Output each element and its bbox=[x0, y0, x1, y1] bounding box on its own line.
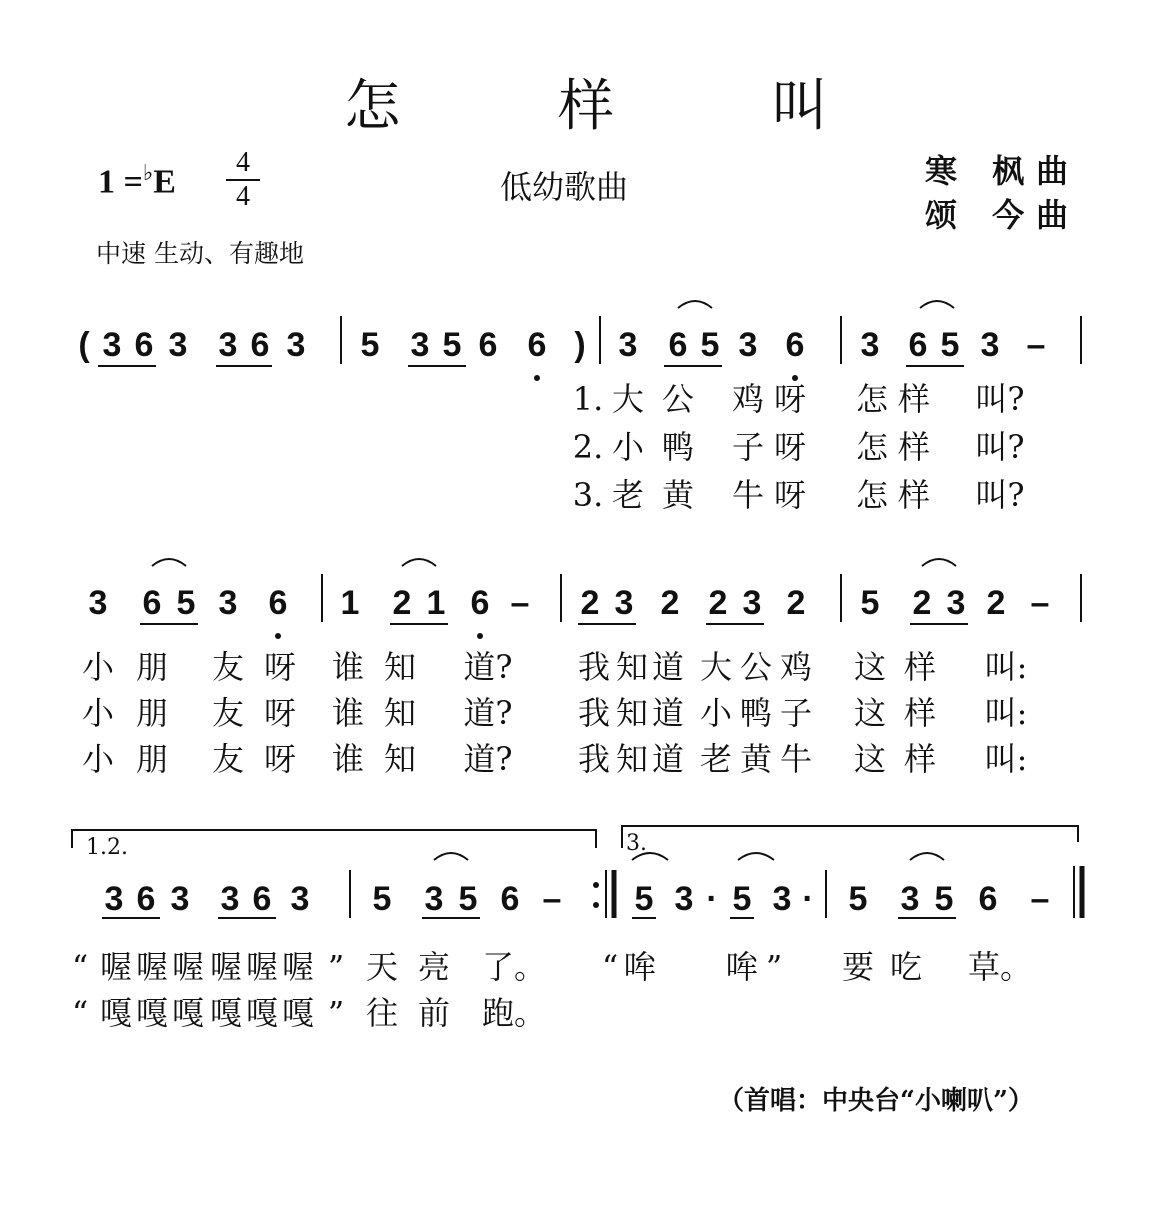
jianpu-note: · bbox=[802, 880, 814, 918]
jianpu-note: 3 bbox=[674, 880, 694, 918]
key-prefix: 1 = bbox=[98, 163, 143, 201]
lyric-char: 小 bbox=[699, 694, 733, 732]
lyric-char: 知 bbox=[383, 740, 417, 778]
lyric-char: 样 bbox=[903, 648, 937, 686]
lyric-char: 公 bbox=[739, 648, 773, 686]
lyric-char: 朋 bbox=[135, 648, 169, 686]
jianpu-note: 2 bbox=[912, 584, 932, 622]
lyric-char: “ bbox=[601, 948, 619, 986]
key-note: E bbox=[153, 163, 176, 201]
jianpu-note: 3 bbox=[168, 326, 188, 364]
lyric-char: 要 bbox=[841, 948, 875, 986]
lyric-char: 往 bbox=[365, 994, 399, 1032]
lyric-char: 黄 bbox=[739, 740, 773, 778]
lyric-char: 公 bbox=[661, 380, 695, 418]
slur bbox=[152, 559, 186, 566]
repeat-dot bbox=[593, 882, 599, 888]
lyric-char: 谁 bbox=[331, 694, 365, 732]
lyric-char: 我 bbox=[577, 740, 611, 778]
lyric-char: 叫: bbox=[984, 648, 1028, 686]
lyric-char: 喔 bbox=[281, 948, 315, 986]
lyric-char: 老 bbox=[699, 740, 733, 778]
lyric-char: 嘎 bbox=[99, 994, 133, 1032]
jianpu-note: 5 bbox=[934, 880, 954, 918]
jianpu-note: 5 bbox=[634, 880, 654, 918]
lyric-char: ” bbox=[327, 948, 345, 986]
lyric-char: 跑。 bbox=[481, 994, 547, 1032]
lyric-char: 哞 bbox=[623, 948, 657, 986]
lyric-char: 朋 bbox=[135, 694, 169, 732]
jianpu-note: 6 bbox=[978, 880, 998, 918]
jianpu-note: 5 bbox=[458, 880, 478, 918]
low-octave-dot bbox=[477, 633, 483, 639]
lyric-char: 吃 bbox=[889, 948, 923, 986]
lyric-char: 道? bbox=[463, 648, 513, 686]
jianpu-note: 6 bbox=[252, 880, 272, 918]
lyric-char: 黄 bbox=[661, 476, 695, 514]
lyric-char: “ bbox=[71, 994, 89, 1032]
jianpu-note: 6 bbox=[136, 880, 156, 918]
jianpu-note: – bbox=[1026, 326, 1046, 364]
jianpu-note: 1 bbox=[340, 584, 360, 622]
lyric-char: 牛 bbox=[731, 476, 765, 514]
lyric-char: 道 bbox=[651, 648, 685, 686]
jianpu-note: 6 bbox=[142, 584, 162, 622]
jianpu-note: 6 bbox=[908, 326, 928, 364]
lyric-char: 谁 bbox=[331, 740, 365, 778]
low-octave-dot bbox=[275, 633, 281, 639]
slur bbox=[678, 301, 712, 308]
lyric-char: ” bbox=[327, 994, 345, 1032]
slur bbox=[434, 853, 468, 860]
jianpu-note: 5 bbox=[732, 880, 752, 918]
lyric-char: 喔 bbox=[99, 948, 133, 986]
lyric-char: 怎 bbox=[855, 380, 889, 418]
lyric-char: 怎 bbox=[855, 428, 889, 466]
jianpu-note: 2 bbox=[660, 584, 680, 622]
lyric-char: 我 bbox=[577, 648, 611, 686]
jianpu-note: 6 bbox=[500, 880, 520, 918]
lyric-char: 这 bbox=[853, 648, 887, 686]
lyric-char: 喔 bbox=[245, 948, 279, 986]
jianpu-note: 3 bbox=[900, 880, 920, 918]
lyric-char: 喔 bbox=[209, 948, 243, 986]
lyric-char: 叫: bbox=[984, 740, 1028, 778]
jianpu-note: 5 bbox=[360, 326, 380, 364]
song-title: 怎 样 叫 bbox=[344, 74, 898, 139]
lyric-char: 哞 bbox=[725, 948, 759, 986]
jianpu-note: 3 bbox=[88, 584, 108, 622]
lyric-char: 呀 bbox=[263, 648, 297, 686]
lyric-char: 谁 bbox=[331, 648, 365, 686]
lyric-char: 子 bbox=[779, 694, 813, 732]
slur bbox=[402, 559, 436, 566]
lyric-char: 道 bbox=[651, 694, 685, 732]
lyric-char: 叫: bbox=[984, 694, 1028, 732]
jianpu-note: 3 bbox=[738, 326, 758, 364]
lyric-char: 样 bbox=[903, 740, 937, 778]
lyric-char: 小 bbox=[81, 740, 115, 778]
volta-bracket bbox=[622, 826, 1078, 848]
jianpu-note: 3 bbox=[218, 326, 238, 364]
jianpu-note: 3 bbox=[220, 880, 240, 918]
jianpu-note: 5 bbox=[372, 880, 392, 918]
slur bbox=[920, 301, 954, 308]
genre-label: 低幼歌曲 bbox=[500, 168, 629, 206]
lyric-char: 2. bbox=[572, 428, 604, 466]
lyric-char: 牛 bbox=[779, 740, 813, 778]
jianpu-note: 6 bbox=[478, 326, 498, 364]
lyric-char: 3. bbox=[572, 476, 604, 514]
lyric-char: 道 bbox=[651, 740, 685, 778]
lyric-char: 天 bbox=[365, 948, 399, 986]
lyric-char: 呀 bbox=[773, 380, 807, 418]
jianpu-note: 2 bbox=[708, 584, 728, 622]
meter-top: 4 bbox=[236, 147, 250, 178]
composer-credit: 颂 今曲 bbox=[925, 196, 1081, 234]
lyric-char: 怎 bbox=[855, 476, 889, 514]
jianpu-note: 3 bbox=[772, 880, 792, 918]
jianpu-note: 2 bbox=[580, 584, 600, 622]
lyric-char: 呀 bbox=[263, 740, 297, 778]
lyric-char: 友 bbox=[211, 694, 245, 732]
lyric-char: 叫? bbox=[975, 380, 1025, 418]
lyric-char: 这 bbox=[853, 740, 887, 778]
lyric-char: 嘎 bbox=[281, 994, 315, 1032]
lyric-char: 了。 bbox=[481, 948, 547, 986]
lyric-char: 友 bbox=[211, 740, 245, 778]
lyric-char: 朋 bbox=[135, 740, 169, 778]
low-octave-dot bbox=[534, 375, 540, 381]
lyric-char: 道? bbox=[463, 740, 513, 778]
meter-bottom: 4 bbox=[236, 181, 250, 212]
lyric-char: 样 bbox=[897, 476, 931, 514]
lyric-char: 小 bbox=[81, 648, 115, 686]
jianpu-note: 5 bbox=[848, 880, 868, 918]
lyric-char: 呀 bbox=[773, 476, 807, 514]
lyric-char: 样 bbox=[897, 380, 931, 418]
lyric-char: 前 bbox=[417, 994, 451, 1032]
lyric-char: 知 bbox=[615, 694, 649, 732]
lyric-char: ” bbox=[765, 948, 783, 986]
lyric-char: 知 bbox=[383, 694, 417, 732]
jianpu-note: 5 bbox=[700, 326, 720, 364]
jianpu-note: 6 bbox=[668, 326, 688, 364]
jianpu-note: 5 bbox=[442, 326, 462, 364]
jianpu-note: 3 bbox=[410, 326, 430, 364]
lyric-char: 知 bbox=[615, 648, 649, 686]
jianpu-note: ( bbox=[78, 326, 90, 364]
lyric-char: 小 bbox=[81, 694, 115, 732]
jianpu-note: 2 bbox=[986, 584, 1006, 622]
lyric-char: 叫? bbox=[975, 428, 1025, 466]
jianpu-note: 3 bbox=[218, 584, 238, 622]
slur bbox=[738, 853, 774, 860]
jianpu-note: 3 bbox=[290, 880, 310, 918]
jianpu-note: 3 bbox=[170, 880, 190, 918]
jianpu-note: 5 bbox=[176, 584, 196, 622]
jianpu-note: – bbox=[1030, 584, 1050, 622]
jianpu-note: – bbox=[542, 880, 562, 918]
lyric-char: 鸡 bbox=[779, 648, 813, 686]
lyric-char: 这 bbox=[853, 694, 887, 732]
lyric-char: 嘎 bbox=[245, 994, 279, 1032]
jianpu-note: 6 bbox=[785, 326, 805, 364]
jianpu-note: 3 bbox=[104, 880, 124, 918]
lyric-char: “ bbox=[71, 948, 89, 986]
jianpu-note: 1 bbox=[426, 584, 446, 622]
jianpu-note: 3 bbox=[742, 584, 762, 622]
lyric-char: 呀 bbox=[773, 428, 807, 466]
lyric-char: 草。 bbox=[967, 948, 1033, 986]
lyric-char: 鸡 bbox=[731, 380, 765, 418]
slur bbox=[922, 559, 956, 566]
jianpu-note: 3 bbox=[980, 326, 1000, 364]
lyric-char: 1. bbox=[572, 380, 604, 418]
lyric-char: 老 bbox=[611, 476, 645, 514]
jianpu-note: 3 bbox=[618, 326, 638, 364]
volta-bracket bbox=[72, 830, 596, 848]
jianpu-note: – bbox=[1030, 880, 1050, 918]
jianpu-note: – bbox=[510, 584, 530, 622]
tempo-marking: 中速 生动、有趣地 bbox=[96, 239, 304, 268]
jianpu-note: 6 bbox=[527, 326, 547, 364]
jianpu-note: 3 bbox=[946, 584, 966, 622]
jianpu-note: ) bbox=[574, 326, 586, 364]
flat-sign: ♭ bbox=[142, 160, 154, 185]
lyric-char: 喔 bbox=[135, 948, 169, 986]
lyric-char: 鸭 bbox=[661, 428, 695, 466]
volta-label-first: 1.2. bbox=[86, 835, 128, 860]
jianpu-note: 3 bbox=[424, 880, 444, 918]
lyric-char: 小 bbox=[611, 428, 645, 466]
score-text-layer bbox=[72, 326, 1050, 1032]
lyric-char: 道? bbox=[463, 694, 513, 732]
jianpu-note: 3 bbox=[286, 326, 306, 364]
jianpu-note: 3 bbox=[614, 584, 634, 622]
lyric-char: 鸭 bbox=[739, 694, 773, 732]
jianpu-note: 6 bbox=[470, 584, 490, 622]
jianpu-note: 2 bbox=[786, 584, 806, 622]
jianpu-note: 6 bbox=[250, 326, 270, 364]
lyric-char: 样 bbox=[903, 694, 937, 732]
lyric-char: 叫? bbox=[975, 476, 1025, 514]
lyric-char: 子 bbox=[731, 428, 765, 466]
jianpu-note: 5 bbox=[940, 326, 960, 364]
lyric-char: 呀 bbox=[263, 694, 297, 732]
lyric-char: 知 bbox=[383, 648, 417, 686]
lyric-char: 大 bbox=[699, 648, 733, 686]
slur bbox=[910, 853, 944, 860]
lyric-char: 喔 bbox=[171, 948, 205, 986]
jianpu-note: 3 bbox=[102, 326, 122, 364]
lyric-char: 嘎 bbox=[171, 994, 205, 1032]
lyric-char: 友 bbox=[211, 648, 245, 686]
lyric-char: 我 bbox=[577, 694, 611, 732]
jianpu-note: 3 bbox=[860, 326, 880, 364]
lyricist-credit: 寒 枫曲 bbox=[925, 152, 1081, 190]
repeat-dot bbox=[593, 902, 599, 908]
jianpu-note: 5 bbox=[860, 584, 880, 622]
jianpu-note: 2 bbox=[392, 584, 412, 622]
jianpu-note: · bbox=[706, 880, 718, 918]
jianpu-note: 6 bbox=[268, 584, 288, 622]
volta-label-second: 3. bbox=[626, 831, 647, 856]
lyric-char: 大 bbox=[611, 380, 645, 418]
premiere-credit: （首唱：中央台“小喇叭”） bbox=[718, 1086, 1034, 1116]
lyric-char: 嘎 bbox=[209, 994, 243, 1032]
lyric-char: 亮 bbox=[417, 948, 451, 986]
lyric-char: 嘎 bbox=[135, 994, 169, 1032]
lyric-char: 样 bbox=[897, 428, 931, 466]
jianpu-note: 6 bbox=[134, 326, 154, 364]
lyric-char: 知 bbox=[615, 740, 649, 778]
